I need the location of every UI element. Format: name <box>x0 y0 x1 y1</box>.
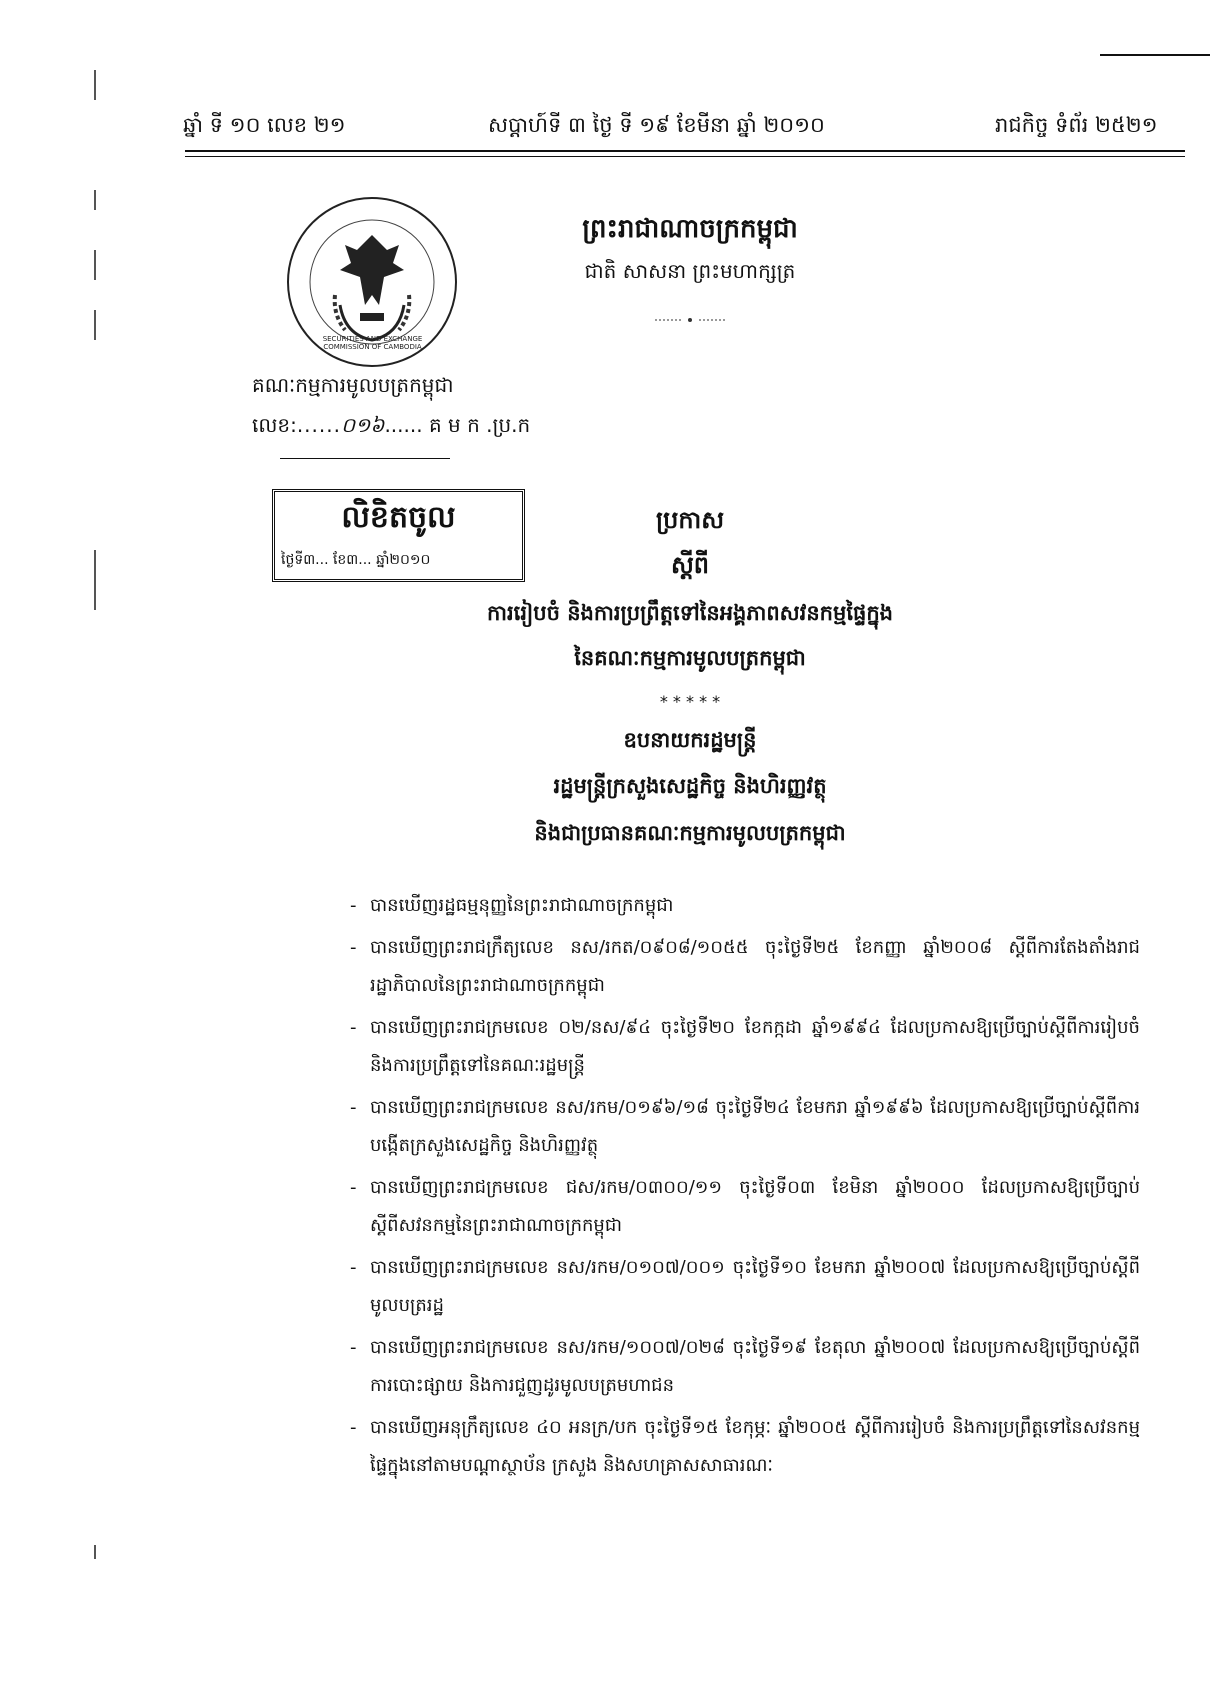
list-item: - បានឃើញព្រះរាជក្រមលេខ ជស/រកម/០៣០០/១១ ចុះថ្ងៃទី០៣ ខែមិនា ឆ្នាំ២០០០ ដែលប្រកាសឱ្យប្រើច្បាប់ស្តីពីសវនកម្មនៃព្រះរាជាណាចក្រកម្ពុជា <box>350 1169 1140 1245</box>
list-item: - បានឃើញរដ្ឋធម្មនុញ្ញនៃព្រះរាជាណាចក្រកម្ពុជា <box>350 887 1140 925</box>
stamp-title: លិខិតចូល <box>341 500 456 535</box>
header-page: រាជកិច្ច ទំព័រ ២៥២១ <box>995 113 1158 137</box>
document-about: ស្តីពី <box>670 551 710 579</box>
issuer-rule <box>280 458 450 459</box>
list-item: - បានឃើញព្រះរាជក្រមលេខ នស/រកម/០១០៧/០០១ ចុះថ្ងៃទី១០ ខែមករា ឆ្នាំ២០០៧ ដែលប្រកាសឱ្យប្រើច្បាប់ស្តីពីមូលបត្ររដ្ឋ <box>350 1249 1140 1325</box>
kingdom-motto: ជាតិ សាសនា ព្រះមហាក្សត្រ <box>584 259 796 283</box>
list-item: - បានឃើញព្រះរាជក្រមលេខ នស/រកម/០១៩៦/១៨ ចុះថ្ងៃទី២៤ ខែមករា ឆ្នាំ១៩៩៦ ដែលប្រកាសឱ្យប្រើច្បាប់ស្តីពីការបង្កើតក្រសួងសេដ្ឋកិច្ច និងហិរញ្ញវត្ថុ <box>350 1089 1140 1165</box>
divider-ornament-icon <box>655 317 725 323</box>
kingdom-title: ព្រះរាជាណាចក្រកម្ពុជា <box>582 214 798 244</box>
seal-caption: SECURITIES AND EXCHANGE COMMISSION OF CAMBODIA <box>322 335 423 351</box>
ref-prefix: លេខ: <box>252 413 297 437</box>
header-rule-top <box>185 150 1185 152</box>
document-type: ប្រកាស <box>655 506 725 534</box>
list-item: - បានឃើញព្រះរាជក្រមលេខ ០២/នស/៩៤ ចុះថ្ងៃទី២០ ខែកក្កដា ឆ្នាំ១៩៩៤ ដែលប្រកាសឱ្យប្រើច្បាប់ស្តីពីការរៀបចំ និងការប្រព្រឹត្តទៅនៃគណៈរដ្ឋមន្ត្រី <box>350 1009 1140 1085</box>
authority-line1: ឧបនាយករដ្ឋមន្ត្រី <box>623 728 757 752</box>
ref-suffix: គ ម ក .ប្រ.ក <box>428 413 531 437</box>
header-date: សប្តាហ៍ទី ៣ ថ្ងៃ ទី ១៩ ខែមីនា ឆ្នាំ ២០១០ <box>488 113 825 137</box>
margin-mark <box>94 250 96 280</box>
margin-mark <box>94 310 96 340</box>
list-item: - បានឃើញអនុក្រឹត្យលេខ ៤០ អនក្រ/បក ចុះថ្ងៃទី១៥ ខែកុម្ភៈ ឆ្នាំ២០០៥ ស្តីពីការរៀបចំ និងការប្រព្រឹត្តទៅនៃសវនកម្មផ្ទៃក្នុងនៅតាមបណ្តាស្ថាប័ន ក្រសួង និងសហគ្រាសសាធារណៈ <box>350 1409 1140 1485</box>
margin-mark <box>94 550 96 610</box>
authority-line2: រដ្ឋមន្ត្រីក្រសួងសេដ្ឋកិច្ច និងហិរញ្ញវត្ថុ <box>553 774 827 798</box>
considerations-list <box>350 887 1140 1489</box>
header-rule-bottom <box>185 156 1185 157</box>
ornament-divider <box>655 308 725 314</box>
document-subject: ការរៀបចំ និងការប្រព្រឹត្តទៅនៃអង្គភាពសវនកម្មផ្ទៃក្នុង <box>487 601 893 625</box>
sec-seal <box>285 195 460 370</box>
issuer-reference: លេខ:......០១៦...... គ ម ក .ប្រ.ក <box>252 413 531 437</box>
top-right-rule <box>1100 54 1210 56</box>
margin-mark <box>94 190 96 210</box>
ref-number: ០១៦ <box>340 413 385 437</box>
margin-mark <box>94 70 96 100</box>
authority-line3: និងជាប្រធានគណៈកម្មការមូលបត្រកម្ពុជា <box>534 821 846 845</box>
header-issue: ឆ្នាំ ទី ១០ លេខ ២១ <box>183 113 346 137</box>
list-item: - បានឃើញព្រះរាជក្រឹត្យលេខ នស/រកត/០៩០៨/១០៥៥ ចុះថ្ងៃទី២៥ ខែកញ្ញា ឆ្នាំ២០០៨ ស្តីពីការតែងតាំងរាជរដ្ឋាភិបាលនៃព្រះរាជាណាចក្រកម្ពុជា <box>350 929 1140 1005</box>
issuer-name: គណៈកម្មការមូលបត្រកម្ពុជា <box>252 373 454 397</box>
document-subject-2: នៃគណៈកម្មការមូលបត្រកម្ពុជា <box>574 646 806 670</box>
stars-divider: * * * * * <box>659 692 721 711</box>
list-item: - បានឃើញព្រះរាជក្រមលេខ នស/រកម/១០០៧/០២៨ ចុះថ្ងៃទី១៩ ខែតុលា ឆ្នាំ២០០៧ ដែលប្រកាសឱ្យប្រើច្បាប់ស្តីពីការបោះផ្សាយ និងការជួញដូរមូលបត្រមហាជន <box>350 1329 1140 1405</box>
received-stamp <box>272 489 525 582</box>
stamp-date: ថ្ងៃទី៣... ខែ៣... ឆ្នាំ២០១០ <box>281 552 431 568</box>
margin-mark <box>94 1545 96 1559</box>
